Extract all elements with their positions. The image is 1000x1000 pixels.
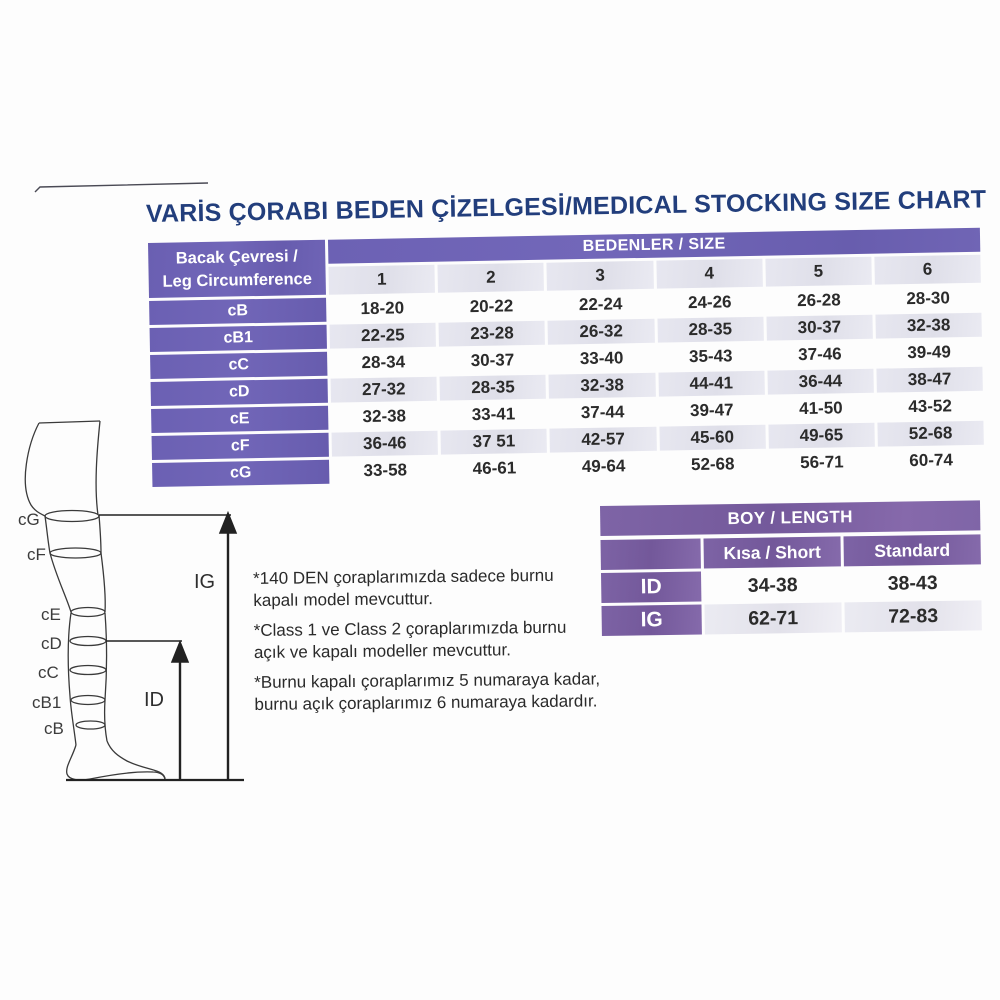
length-blank-cell xyxy=(601,539,701,570)
length-col-header-standard: Standard xyxy=(843,534,980,566)
ellipse-cC xyxy=(70,666,106,675)
row-label: cF xyxy=(152,433,329,460)
ellipse-cG xyxy=(45,511,99,522)
size-value: 39-47 xyxy=(689,400,734,421)
length-table-header: BOY / LENGTH xyxy=(600,500,980,536)
scan-artifact-line xyxy=(33,180,213,198)
size-value: 49-65 xyxy=(768,423,875,449)
size-value: 22-25 xyxy=(330,323,437,349)
size-value: 26-32 xyxy=(548,319,655,345)
size-value: 39-49 xyxy=(907,342,951,363)
size-value: 38-47 xyxy=(876,367,983,393)
diagram-label-ID: ID xyxy=(144,689,164,711)
footnotes xyxy=(253,564,603,723)
size-value: 20-22 xyxy=(469,296,514,317)
footnote: *Class 1 ve Class 2 çoraplarımızda burnu açık ve kapalı modeller mevcuttur. xyxy=(253,617,567,663)
row-label: cD xyxy=(151,379,328,406)
corner-header-cell xyxy=(148,240,326,298)
ellipse-cB xyxy=(76,721,105,729)
ellipse-cD xyxy=(70,637,106,646)
size-value: 32-38 xyxy=(362,406,407,427)
size-value: 30-37 xyxy=(470,350,515,371)
size-value: 33-41 xyxy=(471,404,516,425)
diagram-label-cD: cD xyxy=(41,634,62,653)
ellipse-cE xyxy=(71,608,105,617)
size-value: 24-26 xyxy=(687,292,732,313)
size-value: 33-40 xyxy=(579,348,624,369)
size-value: 18-20 xyxy=(360,298,405,319)
length-value: 62-71 xyxy=(704,602,841,634)
length-row-label: ID xyxy=(601,572,701,603)
size-value: 45-60 xyxy=(659,425,766,451)
id-arrowhead xyxy=(172,642,188,662)
length-value: 34-38 xyxy=(747,573,798,597)
leg-measurement-diagram xyxy=(18,410,268,805)
footnote: *140 DEN çoraplarımızda sadece burnu kapalı model mevcuttur. xyxy=(253,565,554,611)
size-value: 32-38 xyxy=(549,373,656,399)
ellipse-cF xyxy=(50,548,101,558)
length-row-ID xyxy=(601,567,981,603)
diagram-label-cC: cC xyxy=(38,663,59,682)
footnote: *Burnu kapalı çoraplarımız 5 numaraya kadar, burnu açık çoraplarımız 6 numaraya kadardır. xyxy=(254,669,601,715)
length-col-header-short: Kısa / Short xyxy=(703,536,840,568)
size-value: 36-44 xyxy=(767,369,874,395)
row-label: cC xyxy=(150,352,327,379)
size-value: 26-28 xyxy=(797,290,841,311)
size-value: 28-30 xyxy=(906,288,951,309)
length-row-label: IG xyxy=(601,605,701,636)
size-column-header: 1 xyxy=(328,265,435,295)
length-row-IG xyxy=(601,600,981,636)
size-column-header: 5 xyxy=(765,257,872,287)
size-value: 22-24 xyxy=(578,294,623,315)
size-value: 37 51 xyxy=(441,429,548,455)
size-value: 36-46 xyxy=(332,431,439,457)
size-value: 37-46 xyxy=(798,344,842,365)
size-column-header: 2 xyxy=(438,263,545,293)
size-value: 49-64 xyxy=(581,456,626,477)
size-value: 42-57 xyxy=(550,427,657,453)
size-chart-table xyxy=(148,228,984,490)
size-value: 52-68 xyxy=(877,421,984,447)
size-value: 32-38 xyxy=(875,313,982,339)
size-column-header: 6 xyxy=(874,255,981,285)
size-value: 27-32 xyxy=(331,377,438,403)
corner-header-line1: Bacak Çevresi / xyxy=(175,247,298,268)
size-column-header: 4 xyxy=(656,259,763,289)
size-value: 28-35 xyxy=(657,317,764,343)
size-value: 52-68 xyxy=(690,454,735,475)
length-value: 72-83 xyxy=(844,600,981,632)
diagram-label-cE: cE xyxy=(41,605,61,624)
page-title: VARİS ÇORABI BEDEN ÇİZELGESİ/MEDICAL STOCKING SIZE CHART xyxy=(145,185,987,228)
length-table-subheader-row xyxy=(601,534,981,570)
diagram-label-cF: cF xyxy=(27,545,46,564)
size-value: 41-50 xyxy=(799,398,843,419)
size-value: 37-44 xyxy=(580,402,625,423)
diagram-label-IG: IG xyxy=(194,571,216,593)
row-label: cB1 xyxy=(150,325,327,352)
row-label: cE xyxy=(151,406,328,433)
size-value: 56-71 xyxy=(799,452,844,473)
length-table xyxy=(600,500,982,639)
size-value: 28-34 xyxy=(361,352,406,373)
size-value: 60-74 xyxy=(909,450,953,471)
size-value: 28-35 xyxy=(440,375,547,401)
row-label: cB xyxy=(149,298,326,325)
row-label: cG xyxy=(152,460,329,487)
diagram-label-cB: cB xyxy=(44,719,64,738)
size-column-header: 3 xyxy=(547,261,654,291)
size-value: 43-52 xyxy=(908,396,952,417)
ellipse-cB1 xyxy=(71,696,105,705)
diagram-label-cB1: cB1 xyxy=(32,693,62,712)
size-value: 35-43 xyxy=(688,346,733,367)
ig-arrowhead xyxy=(220,513,236,533)
diagram-label-cG: cG xyxy=(18,510,40,529)
size-value: 23-28 xyxy=(439,321,546,347)
size-value: 30-37 xyxy=(766,315,873,341)
size-value: 33-58 xyxy=(363,460,408,481)
corner-header-line2: Leg Circumference xyxy=(162,269,313,291)
size-value: 46-61 xyxy=(472,458,517,479)
length-value: 38-43 xyxy=(887,571,938,595)
size-value: 44-41 xyxy=(658,371,765,397)
group-header-bedenler: BEDENLER / SIZE xyxy=(328,228,980,264)
